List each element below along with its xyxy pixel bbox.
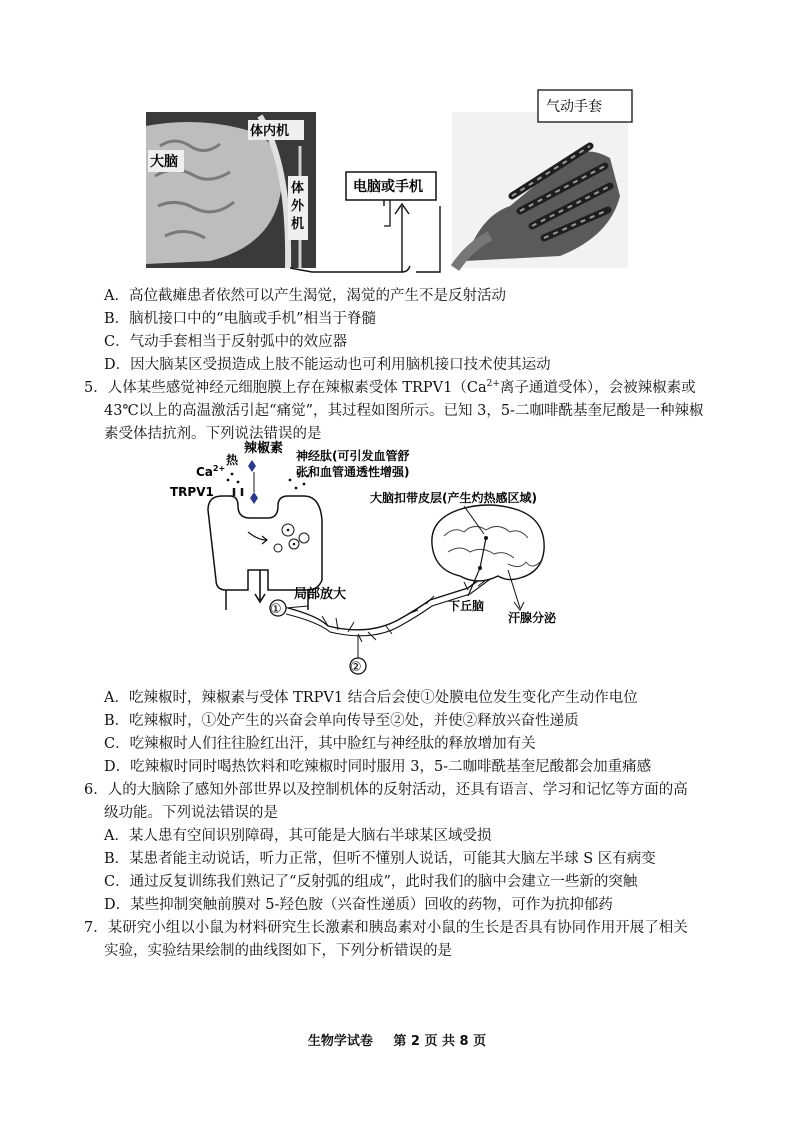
q5-option-b: B．吃辣椒时，①处产生的兴奋会单向传导至②处，并使②释放兴奋性递质 xyxy=(104,713,579,729)
label-neuropeptide-2: 张和血管通透性增强) xyxy=(296,465,410,479)
q4-option-a: A．高位截瘫患者依然可以产生渴觉，渴觉的产生不是反射活动 xyxy=(104,288,506,304)
brain-photo xyxy=(146,112,316,268)
label-brain: 大脑 xyxy=(150,154,178,170)
q4-option-d: D．因大脑某区受损造成上肢不能运动也可利用脑机接口技术使其运动 xyxy=(104,357,551,373)
label-external-1: 体 xyxy=(291,181,305,196)
q4-option-c: C．气动手套相当于反射弧中的效应器 xyxy=(104,334,348,350)
computer-box xyxy=(346,172,436,200)
q5-stem-line2: 43℃以上的高温激活引起“痛觉”，其过程如图所示。已知 3，5-二咖啡酰基奎尼酸是一种辣椒 xyxy=(104,403,704,419)
figure-pain-pathway xyxy=(168,440,608,680)
label-cortex: 大脑扣带皮层(产生灼热感区域) xyxy=(370,491,537,505)
marker-2: ② xyxy=(350,660,362,675)
brain-illustration xyxy=(432,505,544,596)
glove-photo xyxy=(452,112,628,268)
footer-page: 第 2 页 共 8 页 xyxy=(393,1034,487,1049)
q5-stem-line3: 素受体拮抗剂。下列说法错误的是 xyxy=(104,426,322,442)
label-amplify: 局部放大 xyxy=(294,587,347,602)
footer-subject: 生物学试卷 xyxy=(307,1034,373,1049)
q6-stem-line1: 6．人的大脑除了感知外部世界以及控制机体的反射活动，还具有语言、学习和记忆等方面的高 xyxy=(84,782,688,798)
q5-option-a: A．吃辣椒时，辣椒素与受体 TRPV1 结合后会使①处膜电位发生变化产生动作电位 xyxy=(104,690,638,706)
q5-stem-line1: 5．人体某些感觉神经元细胞膜上存在辣椒素受体 $TRPV1(Ca^{2+}$离子通道受体），会被辣椒素或 xyxy=(84,379,696,396)
q6-option-a: A．某人患有空间识别障碍，其可能是大脑右半球某区域受损 xyxy=(104,828,492,844)
q6-option-c: C．通过反复训练我们熟记了“反射弧的组成”，此时我们的脑中会建立一些新的突触 xyxy=(104,874,638,890)
label-implant: 体内机 xyxy=(250,124,290,139)
label-hypothalamus: 下丘脑 xyxy=(448,599,485,613)
label-sweat: 汗腺分泌 xyxy=(508,611,557,625)
label-ca: $Ca^{2+}$ xyxy=(196,464,226,479)
glove-label-box xyxy=(538,90,632,122)
q4-option-b: B．脑机接口中的“电脑或手机”相当于脊髓 xyxy=(104,311,376,327)
q5-option-c: C．吃辣椒时人们往往脸红出汗，其中脸红与神经肽的释放增加有关 xyxy=(104,736,536,752)
page-footer xyxy=(0,1030,794,1049)
q6-stem-line2: 级功能。下列说法错误的是 xyxy=(104,805,278,821)
q7-stem-line1: 7．某研究小组以小鼠为材料研究生长激素和胰岛素对小鼠的生长是否具有协同作用开展了相关 xyxy=(84,920,688,936)
label-external-3: 机 xyxy=(291,217,305,232)
label-computer: 电脑或手机 xyxy=(353,179,423,195)
label-trpv1: TRPV1 xyxy=(170,485,214,499)
q5-option-d: D．吃辣椒时同时喝热饮料和吃辣椒时同时服用 3，5-二咖啡酰基奎尼酸都会加重痛感 xyxy=(104,759,652,775)
label-capsaicin: 辣椒素 xyxy=(244,441,284,456)
label-neuropeptide-1: 神经肽(可引发血管舒 xyxy=(296,449,410,463)
q6-option-d: D．某些抑制突触前膜对 5-羟色胺（兴奋性递质）回收的药物，可作为抗抑郁药 xyxy=(104,897,613,913)
q7-stem-line2: 实验，实验结果绘制的曲线图如下，下列分析错误的是 xyxy=(104,943,452,959)
q6-option-b: B．某患者能主动说话，听力正常，但听不懂别人说话，可能其大脑左半球 S 区有病变 xyxy=(104,851,656,867)
label-external-2: 外 xyxy=(291,199,305,214)
label-glove: 气动手套 xyxy=(546,99,602,115)
label-heat: 热 xyxy=(226,453,239,467)
figure-brain-computer-interface xyxy=(140,86,660,276)
marker-1: ① xyxy=(270,602,282,617)
